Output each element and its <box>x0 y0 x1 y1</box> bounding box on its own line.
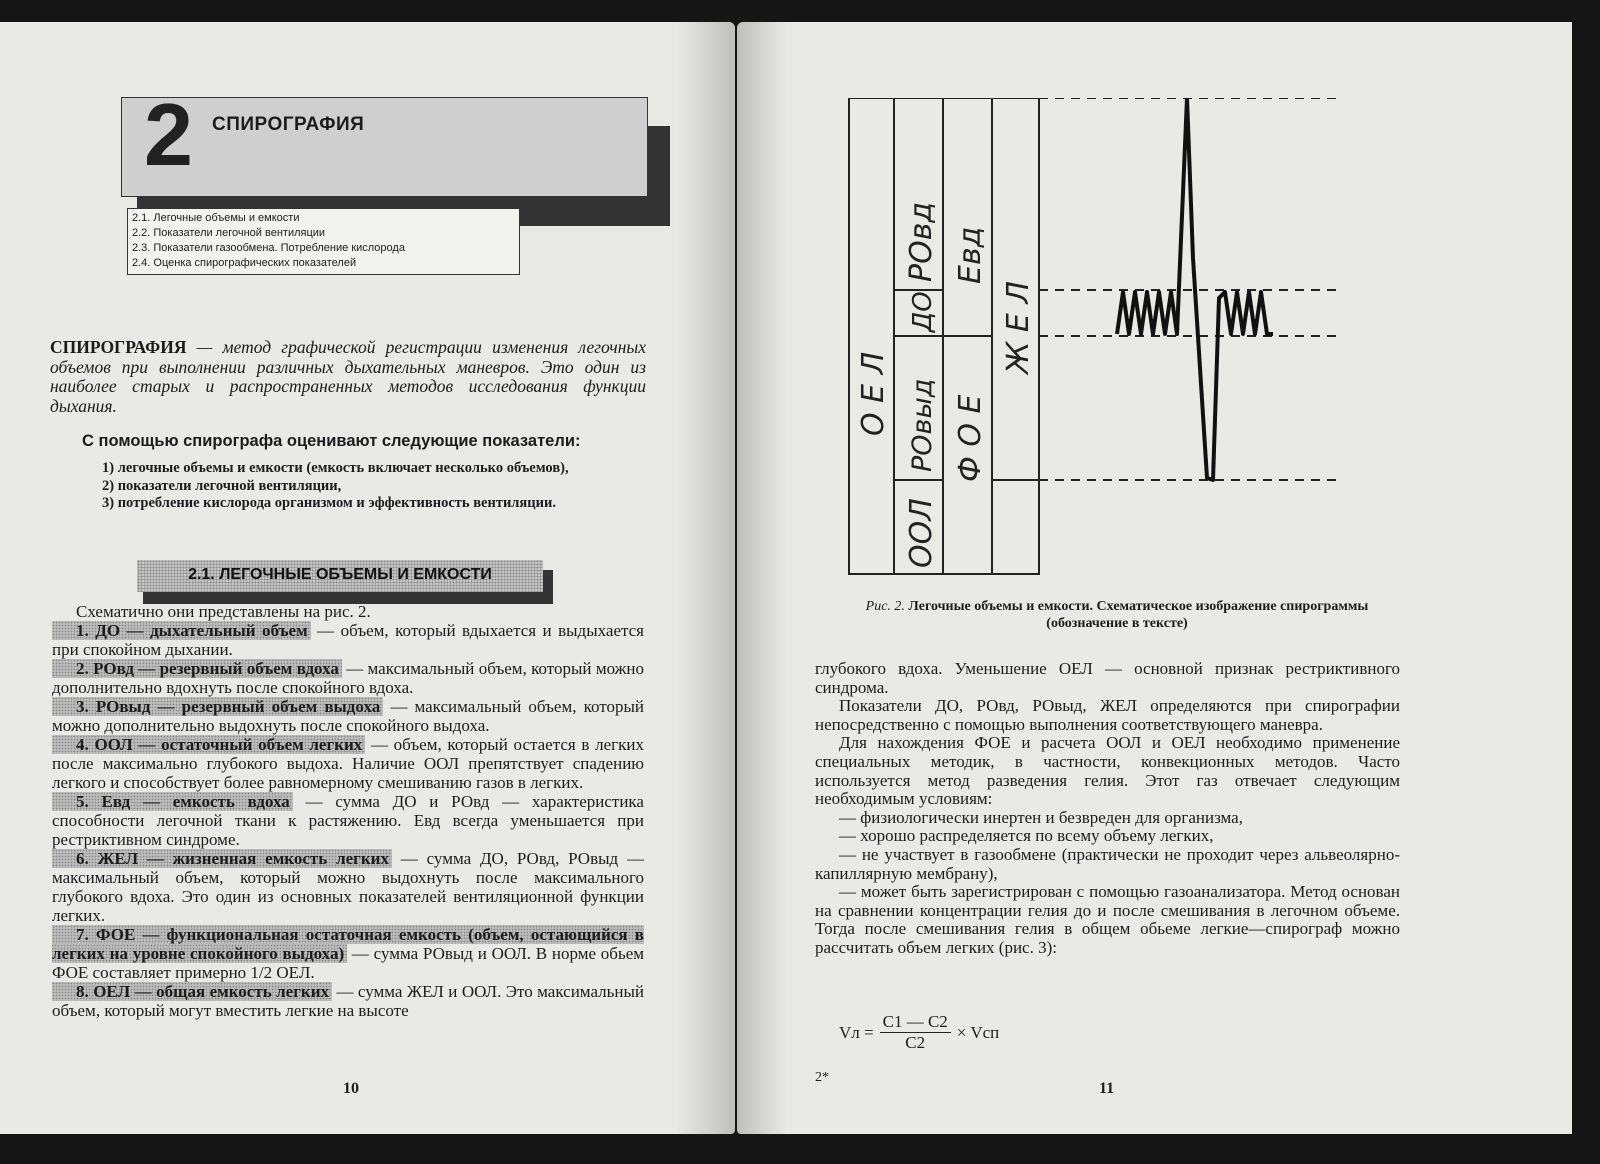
label-ro-vd: РОвд <box>904 201 939 282</box>
paragraph: — хорошо распределяется по всему объему легких, <box>839 826 1214 846</box>
lead-term: СПИРОГРАФИЯ <box>50 337 187 357</box>
paragraph: Показатели ДО, РОвд, РОвыд, ЖЕЛ определяются при спирографии непосредственно с помощью выполнения соответствующего маневра. <box>815 696 1400 734</box>
uses-item: 2) показатели легочной вентиляции, <box>102 477 342 494</box>
definition-text: — сумма ДО и РОвд — характеристика способности легочной ткани к растяжению. Евд всегда уменьшается при рестриктивном синдроме. <box>52 792 644 849</box>
label-oel: О Е Л <box>856 351 891 436</box>
label-ro-vyd: РОвыд <box>907 378 938 472</box>
chapter-header <box>121 85 648 197</box>
definition-term: 2. РОвд — резервный объем вдоха <box>52 659 342 678</box>
page-number: 10 <box>343 1080 359 1097</box>
definition-item <box>52 982 644 1020</box>
definition-term: 7. ФОЕ — функциональная остаточная емкость (объем, остающийся в легких на уровне спокойного выдоха) <box>52 925 644 963</box>
paragraph: Для нахождения ФОЕ и расчета ООЛ и ОЕЛ необходимо применение специальных методик, в частности, конвекционных методов. Часто используется метод разведения гелия. Этот газ отвечает следующим необходимым условиям: <box>815 733 1400 809</box>
definition-item <box>52 735 644 792</box>
formula-fraction <box>880 1012 951 1053</box>
page-gutter-shadow <box>737 22 787 1134</box>
definition-text: — максимальный объем, который можно дополнительно вдохнуть после спокойного вдоха. <box>52 659 645 697</box>
definition-text: — максимальный объем, который можно дополнительно выдохнуть после спокойного выдоха. <box>52 697 644 735</box>
definition-term: 1. ДО — дыхательный объем <box>52 621 311 640</box>
definition-term: 4. ООЛ — остаточный объем легких <box>52 735 365 754</box>
chapter-number: 2 <box>144 85 193 184</box>
definition-text: — объем, который вдыхается и выдыхается при спокойном дыхании. <box>52 621 644 659</box>
definition-term: 3. РОвыд — резервный объем выдоха <box>52 697 383 716</box>
label-do: ДО <box>908 291 938 332</box>
section-title: 2.1. ЛЕГОЧНЫЕ ОБЪЕМЫ И ЕМКОСТИ <box>188 566 492 583</box>
label-zhel: Ж Е Л <box>1001 281 1036 374</box>
paragraph: — не участвует в газообмене (практически не проходит через альвеолярно-капиллярную мембрану), <box>815 844 1400 883</box>
chapter-title: СПИРОГРАФИЯ <box>212 114 365 135</box>
caption-text: Легочные объемы и емкости. Схематическое изображение спирограммы (обозначение в тексте) <box>904 599 1369 631</box>
definition-text: — сумма ЖЕЛ и ООЛ. Это максимальный объем, который могут вместить легкие на высоте <box>52 982 644 1020</box>
section-header <box>137 560 543 592</box>
toc-item: 2.1. Легочные объемы и емкости <box>132 212 300 224</box>
definition-term: 8. ОЕЛ — общая емкость легких <box>52 982 332 1001</box>
left-page <box>0 22 735 1134</box>
definition-text: — сумма РОвыд и ООЛ. В норме обьем ФОЕ составляет примерно 1/2 ОЕЛ. <box>52 944 644 982</box>
caption-ref: Рис. 2. <box>865 599 905 614</box>
uses-item: 3) потребление кислорода организмом и эффективность вентиляции. <box>102 495 556 511</box>
label-ool: ООЛ <box>904 498 939 568</box>
definition-item <box>52 792 644 849</box>
uses-list <box>102 460 592 513</box>
definition-item <box>52 925 644 982</box>
formula-lhs: Vл = <box>839 1022 874 1042</box>
label-foe: Ф О Е <box>953 394 988 482</box>
uses-item: 1) легочные объемы и емкости (емкость включает несколько объемов), <box>102 460 569 476</box>
toc-item: 2.4. Оценка спирографических показателей <box>132 257 357 269</box>
definition-item <box>52 849 644 925</box>
formula-numerator: C1 — C2 <box>880 1012 951 1033</box>
paragraph: — может быть зарегистрирован с помощью газоанализатора. Метод основан на сравнении концентрации гелия до и после смешивания в легочном объеме. Тогда после смешивания гелия в общем обьеме легкие—спирограф можно рассчитать объем легких (рис. 3): <box>815 882 1400 957</box>
page-gutter-shadow <box>675 22 735 1134</box>
definition-term: 6. ЖЕЛ — жизненная емкость легких <box>52 849 392 868</box>
toc-item: 2.3. Показатели газообмена. Потребление кислорода <box>132 242 405 254</box>
definition-text: — объем, который остается в легких после максимально глубокого выдоха. Наличие ООЛ препятствует спадению легкого и способствует более равномерному смешиванию газов в легких. <box>52 735 644 792</box>
right-page <box>737 22 1572 1134</box>
page-number: 11 <box>1099 1080 1115 1097</box>
lead-text: — метод графической регистрации изменения легочных объемов при выполнении различных дыхательных маневров. Это один из наиболее старых и распространенных методов исследования функции дыхания. <box>50 337 646 416</box>
definition-text: — сумма ДО, РОвд, РОвыд — максимальный объем, который можно выдохнуть после максимального глубокого вдоха. Это один из основных показателей вентиляционной функции легких. <box>52 849 644 925</box>
right-body-text <box>815 660 1400 958</box>
lead-paragraph <box>50 338 646 416</box>
definition-item <box>52 659 644 697</box>
formula-rhs: × Vсп <box>956 1022 1000 1042</box>
signature-mark: 2* <box>815 1070 829 1085</box>
label-e-vd: Евд <box>953 226 988 284</box>
figure-caption <box>832 598 1402 632</box>
definition-item <box>52 697 644 735</box>
uses-heading: С помощью спирографа оценивают следующие показатели: <box>82 432 581 450</box>
intro-line: Схематично они представлены на рис. 2. <box>76 602 371 621</box>
chapter-contents <box>127 208 520 275</box>
formula-denominator: C2 <box>905 1033 926 1052</box>
paragraph: глубокого вдоха. Уменьшение ОЕЛ — основной признак рестриктивного синдрома. <box>815 659 1400 697</box>
paragraph: — физиологически инертен и безвреден для организма, <box>839 807 1243 827</box>
volume-formula <box>839 1012 999 1053</box>
toc-item: 2.2. Показатели легочной вентиляции <box>132 227 326 239</box>
spirogram-figure <box>847 98 1367 598</box>
definition-item <box>52 621 644 659</box>
definition-term: 5. Евд — емкость вдоха <box>52 792 293 811</box>
definitions <box>52 602 644 1020</box>
